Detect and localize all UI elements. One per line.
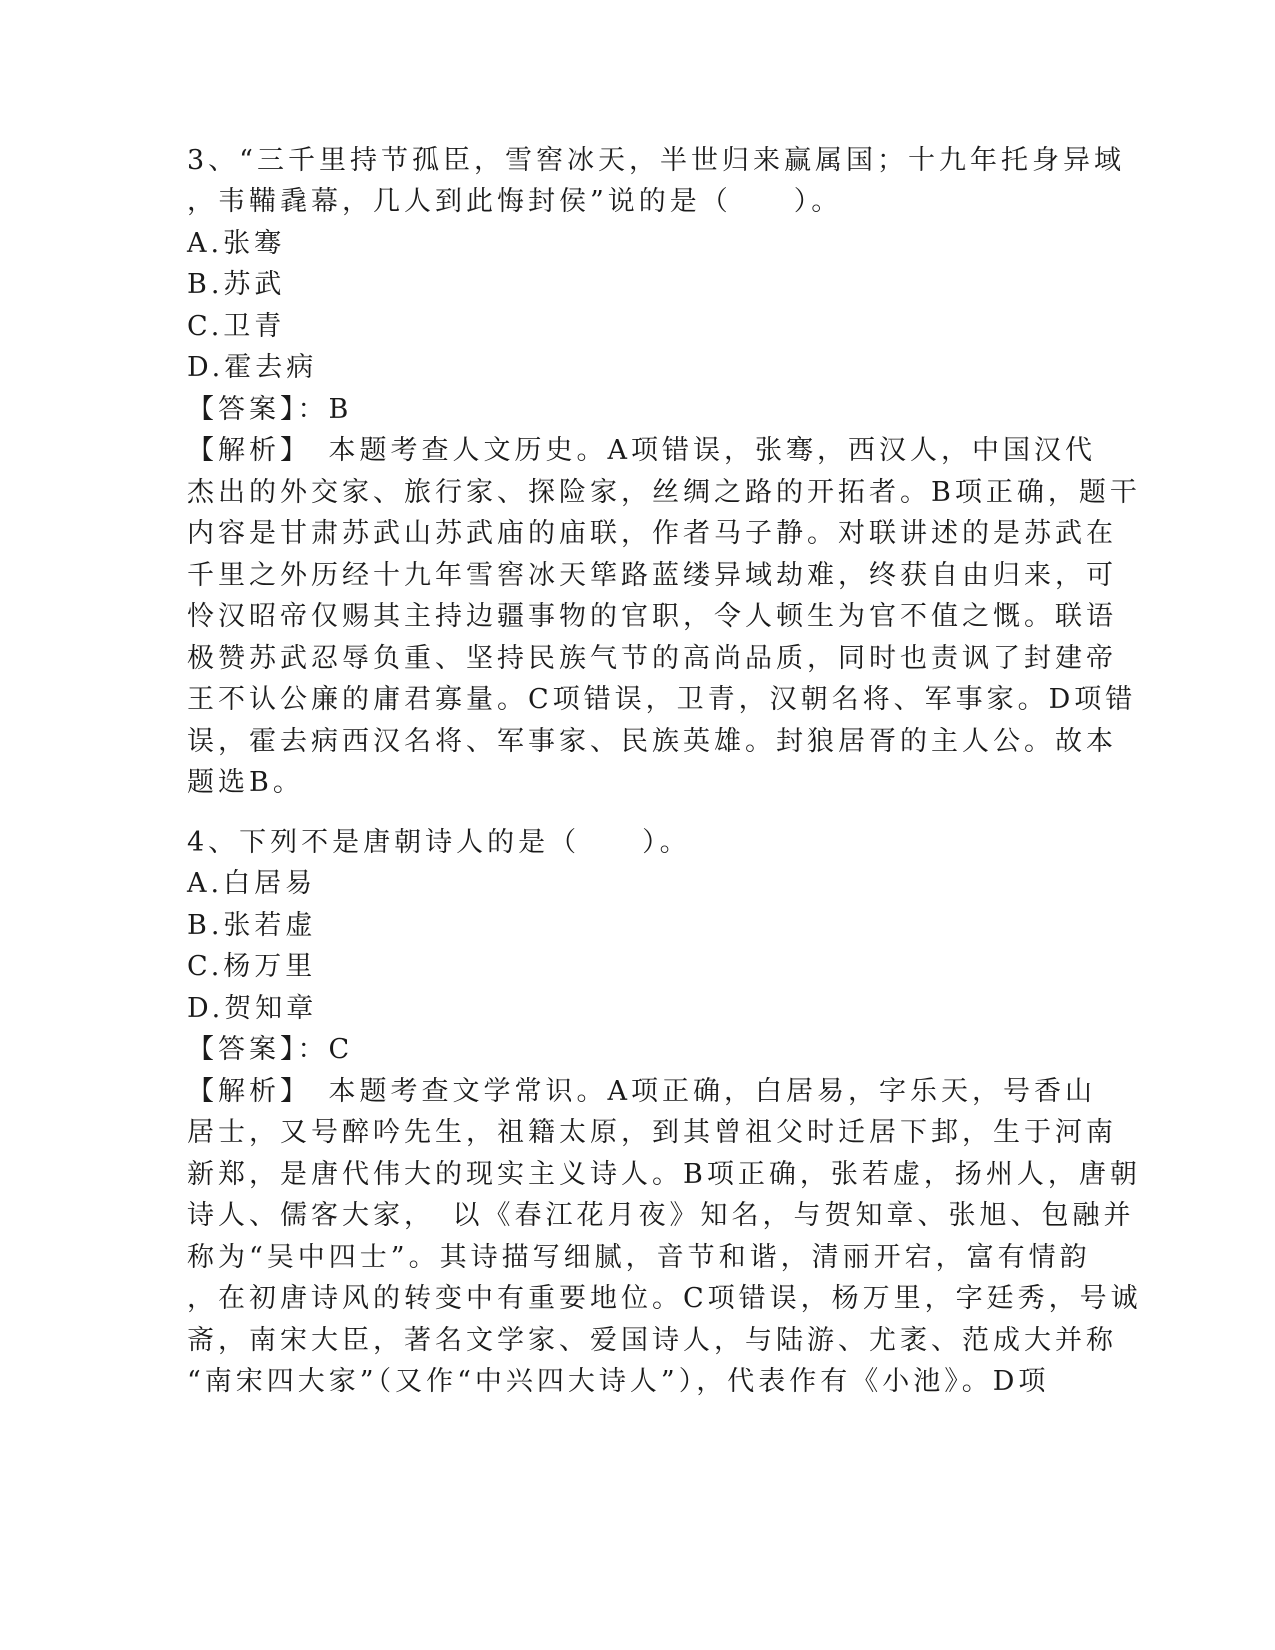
question-3-stem-line-1: 3、“三千里持节孤臣，雪窖冰天，半世归来赢属国；十九年托身异域 xyxy=(187,145,1125,176)
question-3-analysis-line: 误，霍去病西汉名将、军事家、民族英雄。封狼居胥的主人公。故本 xyxy=(187,726,1117,757)
question-3-option-c: C.卫青 xyxy=(187,311,286,342)
question-4-option-b: B.张若虚 xyxy=(187,910,317,941)
question-4-analysis-line: 称为“吴中四士”。其诗描写细腻，音节和谐，清丽开宕，富有情韵 xyxy=(187,1242,1091,1273)
question-3-answer: 【答案】：B xyxy=(187,394,353,425)
question-3-option-b: B.苏武 xyxy=(187,269,286,300)
question-4-option-d: D.贺知章 xyxy=(187,993,318,1024)
question-3-option-a: A.张骞 xyxy=(187,228,286,259)
question-4-answer: 【答案】：C xyxy=(187,1034,354,1065)
question-3-analysis-line: 【解析】 本题考查人文历史。A项错误，张骞，西汉人，中国汉代 xyxy=(187,435,1096,466)
question-4-analysis-line: ，在初唐诗风的转变中有重要地位。C项错误，杨万里，字廷秀，号诚 xyxy=(187,1283,1142,1314)
question-4-option-c: C.杨万里 xyxy=(187,951,317,982)
question-4-analysis-line: 新郑，是唐代伟大的现实主义诗人。B项正确，张若虚，扬州人，唐朝 xyxy=(187,1159,1141,1190)
question-3-analysis-line: 杰出的外交家、旅行家、探险家，丝绸之路的开拓者。B项正确，题干 xyxy=(187,477,1141,508)
question-3-analysis-line: 怜汉昭帝仅赐其主持边疆事物的官职，令人顿生为官不值之慨。联语 xyxy=(187,601,1117,632)
question-3-analysis-line: 王不认公廉的庸君寡量。C项错误，卫青，汉朝名将、军事家。D项错 xyxy=(187,684,1137,715)
question-4-analysis-line: 斋，南宋大臣，著名文学家、爱国诗人，与陆游、尤袤、范成大并称 xyxy=(187,1325,1117,1356)
question-4-analysis-line: 诗人、儒客大家， 以《春江花月夜》知名，与贺知章、张旭、包融并 xyxy=(187,1200,1135,1231)
question-3-stem-line-2: ，韦鞴毳幕，几人到此悔封侯”说的是（ ）。 xyxy=(187,186,843,217)
question-3-option-d: D.霍去病 xyxy=(187,352,318,383)
question-4-option-a: A.白居易 xyxy=(187,868,317,899)
question-4-analysis-line: “南宋四大家”（又作“中兴四大诗人”），代表作有《小池》。D项 xyxy=(187,1366,1050,1397)
question-3-analysis-line: 题选B。 xyxy=(187,767,304,798)
question-4-analysis-line: 居士，又号醉吟先生，祖籍太原，到其曾祖父时迁居下邽，生于河南 xyxy=(187,1117,1117,1148)
question-4-analysis-line: 【解析】 本题考查文学常识。A项正确，白居易，字乐天，号香山 xyxy=(187,1076,1096,1107)
question-4-stem: 4、下列不是唐朝诗人的是（ ）。 xyxy=(187,827,691,858)
question-3-analysis-line: 千里之外历经十九年雪窖冰天筚路蓝缕异域劫难，终获自由归来，可 xyxy=(187,560,1117,591)
question-3-analysis-line: 内容是甘肃苏武山苏武庙的庙联，作者马子静。对联讲述的是苏武在 xyxy=(187,518,1117,549)
question-3-analysis-line: 极赞苏武忍辱负重、坚持民族气节的高尚品质，同时也责讽了封建帝 xyxy=(187,643,1117,674)
